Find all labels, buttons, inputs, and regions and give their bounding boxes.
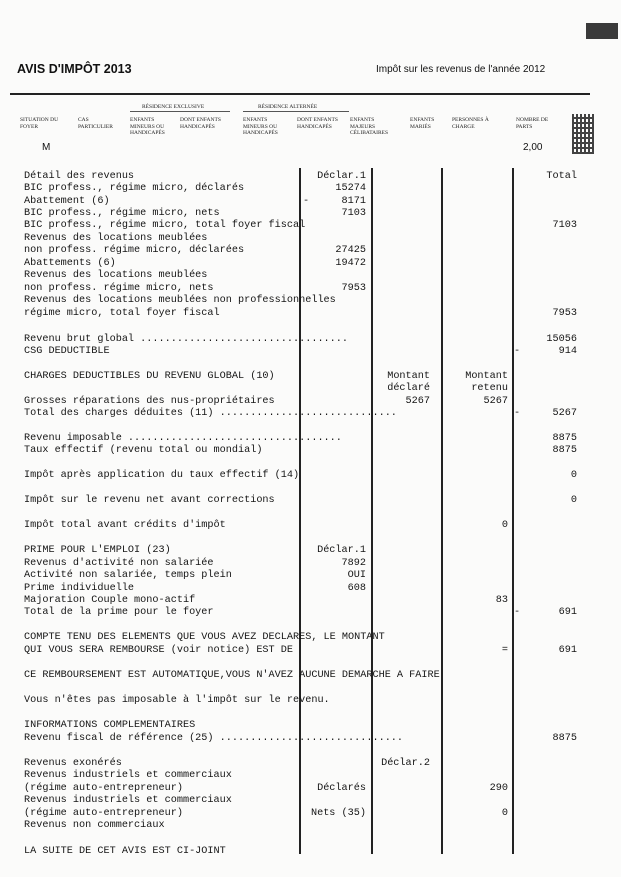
row-label: Revenus des locations meublées — [24, 270, 208, 281]
row-label: Revenus des locations meublées non professionnelles — [24, 295, 336, 306]
row-value-montant-retenu: 5267 — [483, 396, 508, 407]
header-col-enfants-alt: ENFANTS MINEURS OU HANDICAPÉS — [243, 117, 278, 136]
row-value-declar: 19472 — [335, 258, 366, 269]
row-label: CHARGES DEDUCTIBLES DU REVENU GLOBAL (10) — [24, 371, 275, 382]
row-label: Grosses réparations des nus-propriétaires — [24, 396, 275, 407]
row-label: Revenu fiscal de référence (25) .............................. — [24, 733, 404, 744]
row-label: Activité non salariée, temps plein — [24, 570, 232, 581]
row-label: Revenus des locations meublées — [24, 233, 208, 244]
row-value-total: 914 — [558, 346, 577, 357]
row-label: QUI VOUS SERA REMBOURSE (voir notice) EST DE — [24, 645, 293, 656]
row-value-declar: Déclar.1 — [317, 545, 366, 556]
parts-value: 2,00 — [523, 142, 543, 153]
group-underline — [130, 111, 230, 112]
row-label: Impôt total avant crédits d'impôt — [24, 520, 226, 531]
row-label: non profess. régime micro, nets — [24, 283, 214, 294]
row-value-declar: Déclarés — [317, 783, 366, 794]
table-column-line — [512, 168, 514, 854]
table-column-line — [371, 168, 373, 854]
row-value-declar: 7103 — [341, 208, 366, 219]
row-label: Détail des revenus — [24, 171, 135, 182]
row-label: Majoration Couple mono-actif — [24, 595, 196, 606]
row-value-total: 15056 — [546, 334, 577, 345]
row-label: Prime individuelle — [24, 583, 135, 594]
row-value-montant-declare: 5267 — [405, 396, 430, 407]
row-label: Revenus d'activité non salariée — [24, 558, 214, 569]
row-value-total: 691 — [558, 607, 577, 618]
row-label: LA SUITE DE CET AVIS EST CI-JOINT — [24, 846, 226, 857]
row-value-declar: 7892 — [341, 558, 366, 569]
row-value-declar: 15274 — [335, 183, 366, 194]
header-col-handi-alt: DONT ENFANTS HANDICAPÉS — [297, 117, 338, 130]
row-label: BIC profess., régime micro, nets — [24, 208, 220, 219]
header-col-majeurs: ENFANTS MAJEURS CÉLIBATAIRES — [350, 117, 389, 136]
header-col-personnes: PERSONNES À CHARGE — [452, 117, 489, 130]
row-sign: - — [514, 408, 521, 419]
header-col-maries: ENFANTS MARIÉS — [410, 117, 435, 130]
row-value-declar: 608 — [347, 583, 366, 594]
row-value-montant-retenu: 83 — [495, 595, 508, 606]
row-value-montant-retenu: 290 — [489, 783, 508, 794]
row-label: non profess. régime micro, déclarées — [24, 245, 245, 256]
row-label: CSG DEDUCTIBLE — [24, 346, 110, 357]
row-label: Abattements (6) — [24, 258, 116, 269]
page-subtitle: Impôt sur les revenus de l'année 2012 — [376, 64, 546, 75]
row-value-declar: 7953 — [341, 283, 366, 294]
row-value-montant-retenu: Montant — [465, 371, 508, 382]
row-sign: - — [514, 346, 521, 357]
row-value-montant-retenu: retenu — [471, 383, 508, 394]
row-label: Revenus industriels et commerciaux — [24, 795, 232, 806]
header-col-parts: NOMBRE DE PARTS — [516, 117, 549, 130]
row-value-total: 0 — [570, 470, 577, 481]
row-label: Revenu brut global .................................. — [24, 334, 349, 345]
row-label: Taux effectif (revenu total ou mondial) — [24, 445, 263, 456]
header-col-handi-excl: DONT ENFANTS HANDICAPÉS — [180, 117, 221, 130]
row-value-montant-retenu: = — [501, 645, 508, 656]
header-col-enfants-excl: ENFANTS MINEURS OU HANDICAPÉS — [130, 117, 165, 136]
row-value-montant-declare: Montant — [387, 371, 430, 382]
row-sign: - — [303, 196, 310, 207]
row-label: (régime auto-entrepreneur) — [24, 783, 183, 794]
row-label: Revenus non commerciaux — [24, 820, 165, 831]
row-label: INFORMATIONS COMPLEMENTAIRES — [24, 720, 196, 731]
row-value-declar: 8171 — [341, 196, 366, 207]
row-value-declar: Nets (35) — [310, 808, 366, 819]
row-value-total: 8875 — [552, 733, 577, 744]
row-value-total: 8875 — [552, 445, 577, 456]
row-value-total: 5267 — [552, 408, 577, 419]
row-value-total: 8875 — [552, 433, 577, 444]
row-value-total: 7103 — [552, 220, 577, 231]
row-value-total: 0 — [570, 495, 577, 506]
group-underline — [243, 111, 349, 112]
row-label: Impôt sur le revenu net avant corrections — [24, 495, 275, 506]
datamatrix-code — [572, 114, 594, 154]
row-value-montant-declare: déclaré — [387, 383, 430, 394]
row-label: PRIME POUR L'EMPLOI (23) — [24, 545, 171, 556]
situation-value: M — [42, 142, 51, 153]
group-residence-exclusive: RÉSIDENCE EXCLUSIVE — [142, 104, 205, 110]
row-value-declar: 27425 — [335, 245, 366, 256]
row-label: (régime auto-entrepreneur) — [24, 808, 183, 819]
row-label: Revenus exonérés — [24, 758, 122, 769]
header-col-cas: CAS PARTICULIER — [78, 117, 113, 130]
row-label: Abattement (6) — [24, 196, 110, 207]
row-value-declar: Déclar.1 — [317, 171, 366, 182]
page-title: AVIS D'IMPÔT 2013 — [17, 62, 132, 76]
row-value-total: 7953 — [552, 308, 577, 319]
corner-mark — [586, 23, 618, 39]
row-label: BIC profess., régime micro, déclarés — [24, 183, 245, 194]
row-value-montant-retenu: 0 — [501, 808, 508, 819]
header-divider — [10, 93, 590, 95]
row-label: Revenu imposable ................................... — [24, 433, 342, 444]
row-label: régime micro, total foyer fiscal — [24, 308, 220, 319]
row-label: Revenus industriels et commerciaux — [24, 770, 232, 781]
row-label: Total de la prime pour le foyer — [24, 607, 214, 618]
row-value-declar: OUI — [347, 570, 366, 581]
row-label: Vous n'êtes pas imposable à l'impôt sur le revenu. — [24, 695, 330, 706]
row-label: Impôt après application du taux effectif (14) — [24, 470, 300, 481]
table-column-line — [441, 168, 443, 854]
row-value-total: 691 — [558, 645, 577, 656]
row-label: Total des charges déduites (11) ............................. — [24, 408, 397, 419]
header-col-situation: SITUATION DU FOYER — [20, 117, 59, 130]
row-sign: - — [514, 607, 521, 618]
row-label: COMPTE TENU DES ELEMENTS QUE VOUS AVEZ DECLARES, LE MONTANT — [24, 632, 385, 643]
row-value-montant-declare: Déclar.2 — [381, 758, 430, 769]
row-value-montant-retenu: 0 — [501, 520, 508, 531]
row-label: CE REMBOURSEMENT EST AUTOMATIQUE,VOUS N'AVEZ AUCUNE DEMARCHE A FAIRE — [24, 670, 440, 681]
row-value-total: Total — [546, 171, 577, 182]
group-residence-alternee: RÉSIDENCE ALTERNÉE — [258, 104, 318, 110]
table-column-line — [299, 168, 301, 854]
row-label: BIC profess., régime micro, total foyer fiscal — [24, 220, 306, 231]
